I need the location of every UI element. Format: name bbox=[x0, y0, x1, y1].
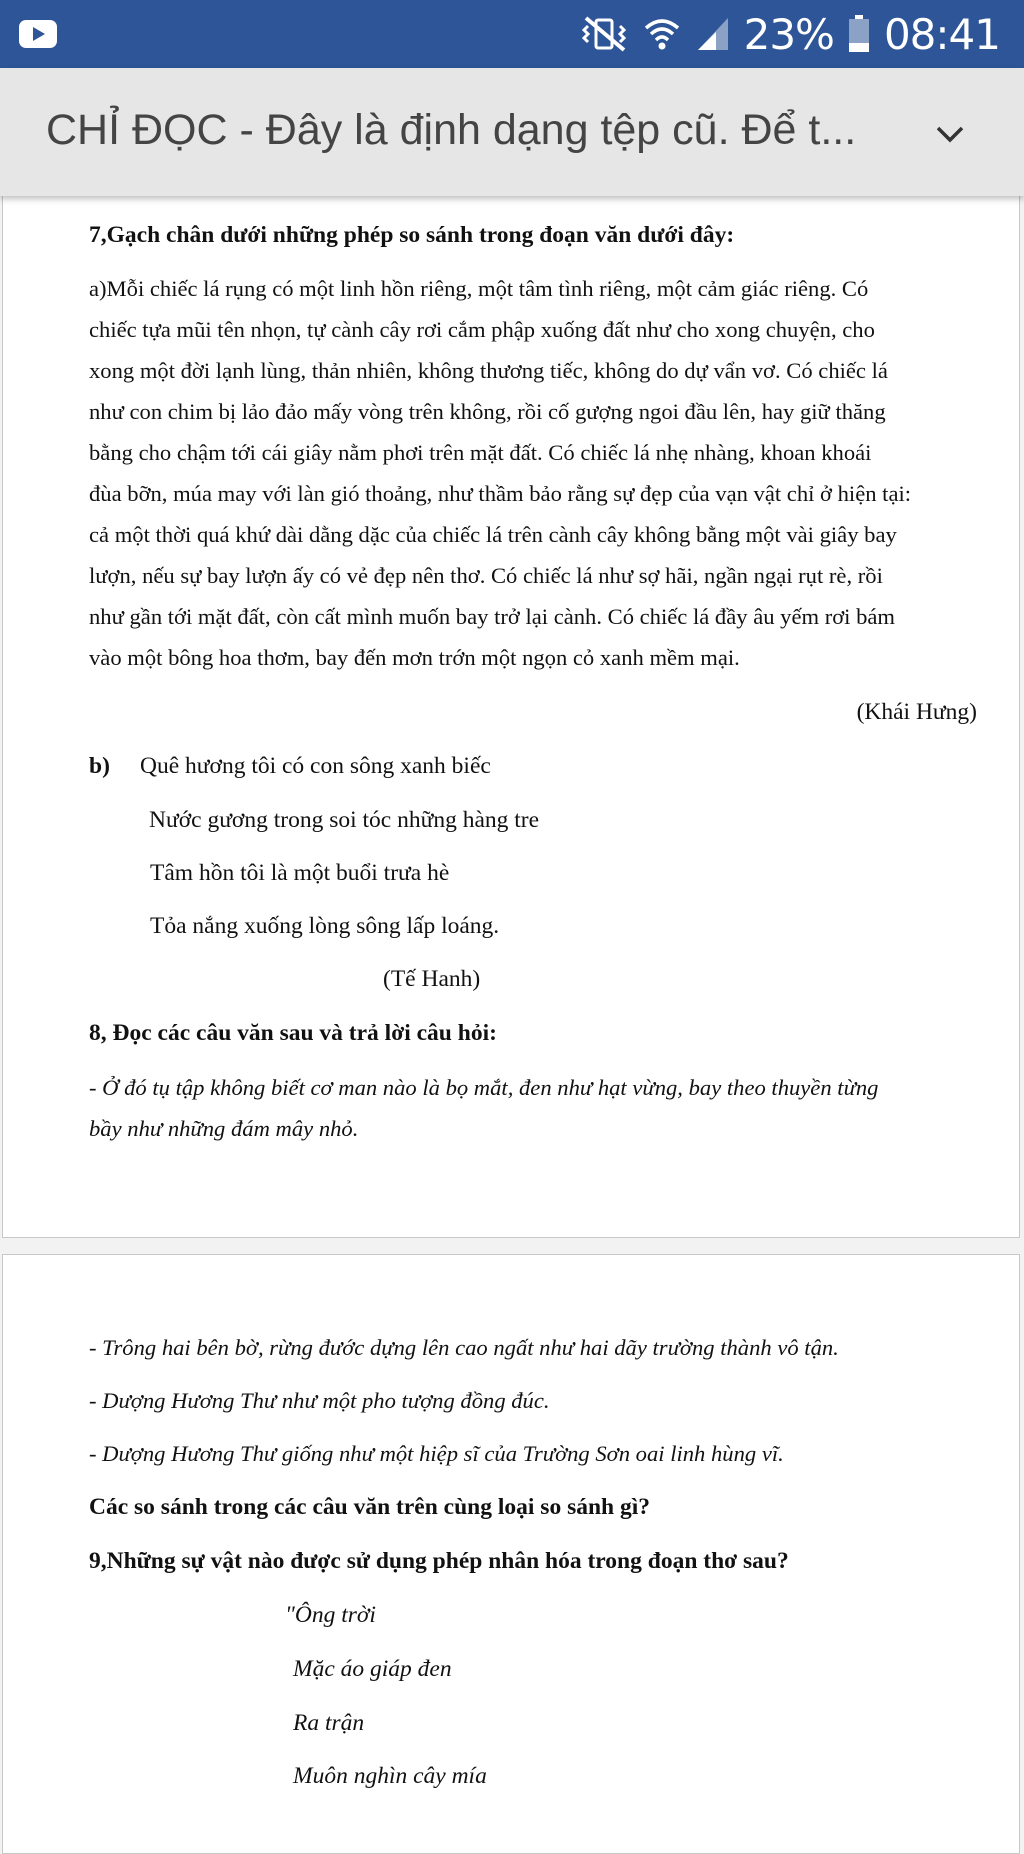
example-sentence: - Dượng Hương Thư giống như một hiệp sĩ của Trường Sơn oai linh hùng vĩ. bbox=[89, 1441, 784, 1466]
signal-icon bbox=[696, 16, 730, 52]
banner-text: CHỈ ĐỌC - Đây là định dạng tệp cũ. Để t... bbox=[46, 106, 857, 154]
paragraph-line: chiếc tựa mũi tên nhọn, tự cành cây rơi cắm phập xuống đất như cho xong chuyện, cho bbox=[89, 317, 875, 342]
question-8-heading: 8, Đọc các câu văn sau và trả lời câu hỏi: bbox=[89, 1020, 497, 1046]
chevron-down-icon[interactable] bbox=[932, 116, 968, 152]
document-page-1 bbox=[2, 150, 1020, 1238]
poem-line: Muôn nghìn cây mía bbox=[293, 1763, 487, 1789]
poem-line: Mặc áo giáp đen bbox=[293, 1656, 452, 1682]
question-9-heading: 9,Những sự vật nào được sử dụng phép nhân hóa trong đoạn thơ sau? bbox=[89, 1548, 789, 1574]
example-sentence: - Dượng Hương Thư như một pho tượng đồng đúc. bbox=[89, 1388, 550, 1413]
paragraph-line: a)Mỗi chiếc lá rụng có một linh hồn riêng, một tâm tình riêng, một cảm giác riêng. Có bbox=[89, 276, 869, 301]
battery-percent: 23% bbox=[743, 9, 834, 59]
example-sentence: - Trông hai bên bờ, rừng đước dựng lên cao ngất như hai dãy trường thành vô tận. bbox=[89, 1335, 839, 1360]
youtube-icon bbox=[18, 18, 58, 50]
read-only-banner[interactable] bbox=[0, 68, 1024, 196]
status-bar bbox=[0, 0, 1024, 68]
vibrate-mute-icon bbox=[580, 14, 628, 54]
example-sentence: - Ở đó tụ tập không biết cơ man nào là bọ mắt, đen như hạt vừng, bay theo thuyền từng bbox=[89, 1075, 879, 1100]
poem-line: Ra trận bbox=[293, 1710, 365, 1736]
paragraph-line: xong một đời lạnh lùng, thản nhiên, không thương tiếc, không do dự vẩn vơ. Có chiếc lá bbox=[89, 358, 888, 383]
paragraph-line: bằng cho chậm tới cái giây nằm phơi trên mặt đất. Có chiếc lá nhẹ nhàng, khoan khoái bbox=[89, 440, 872, 465]
paragraph-line: như con chim bị lảo đảo mấy vòng trên không, rồi cố gượng ngoi đầu lên, hay giữ thăng bbox=[89, 399, 886, 424]
question-8-prompt: Các so sánh trong các câu văn trên cùng loại so sánh gì? bbox=[89, 1494, 651, 1520]
battery-icon bbox=[848, 15, 870, 53]
question-7b-label: b) bbox=[89, 753, 110, 779]
paragraph-line: vào một bông hoa thơm, bay đến mơn trớn một ngọn cỏ xanh mềm mại. bbox=[89, 645, 740, 670]
paragraph-line: lượn, nếu sự bay lượn ấy có vẻ đẹp nên thơ. Có chiếc lá như sợ hãi, ngần ngại rụt rè, rồi bbox=[89, 563, 883, 588]
author-attribution: (Tế Hanh) bbox=[383, 966, 481, 992]
poem-line: Tâm hồn tôi là một buổi trưa hè bbox=[150, 860, 450, 886]
example-sentence: bầy như những đám mây nhỏ. bbox=[89, 1116, 359, 1141]
author-attribution: (Khái Hưng) bbox=[856, 699, 977, 725]
question-7-heading: 7,Gạch chân dưới những phép so sánh trong đoạn văn dưới đây: bbox=[89, 222, 735, 248]
paragraph-line: như gần tới mặt đất, còn cất mình muốn bay trở lại cành. Có chiếc lá đầy âu yếm rơi bám bbox=[89, 604, 896, 629]
clock: 08:41 bbox=[883, 9, 1000, 59]
paragraph-line: đùa bỡn, múa may với làn gió thoảng, như thầm bảo rằng sự đẹp của vạn vật chỉ ở hiện tại: bbox=[89, 481, 912, 506]
document-page-2 bbox=[2, 1254, 1020, 1854]
poem-line: Tỏa nắng xuống lòng sông lấp loáng. bbox=[150, 913, 500, 939]
wifi-icon bbox=[642, 14, 682, 54]
poem-line: Quê hương tôi có con sông xanh biếc bbox=[140, 753, 491, 779]
poem-line: "Ông trời bbox=[285, 1602, 376, 1628]
paragraph-line: cả một thời quá khứ dài dằng dặc của chiếc lá trên cành cây không bằng một vài giây bay bbox=[89, 522, 897, 547]
poem-line: Nước gương trong soi tóc những hàng tre bbox=[149, 807, 540, 833]
